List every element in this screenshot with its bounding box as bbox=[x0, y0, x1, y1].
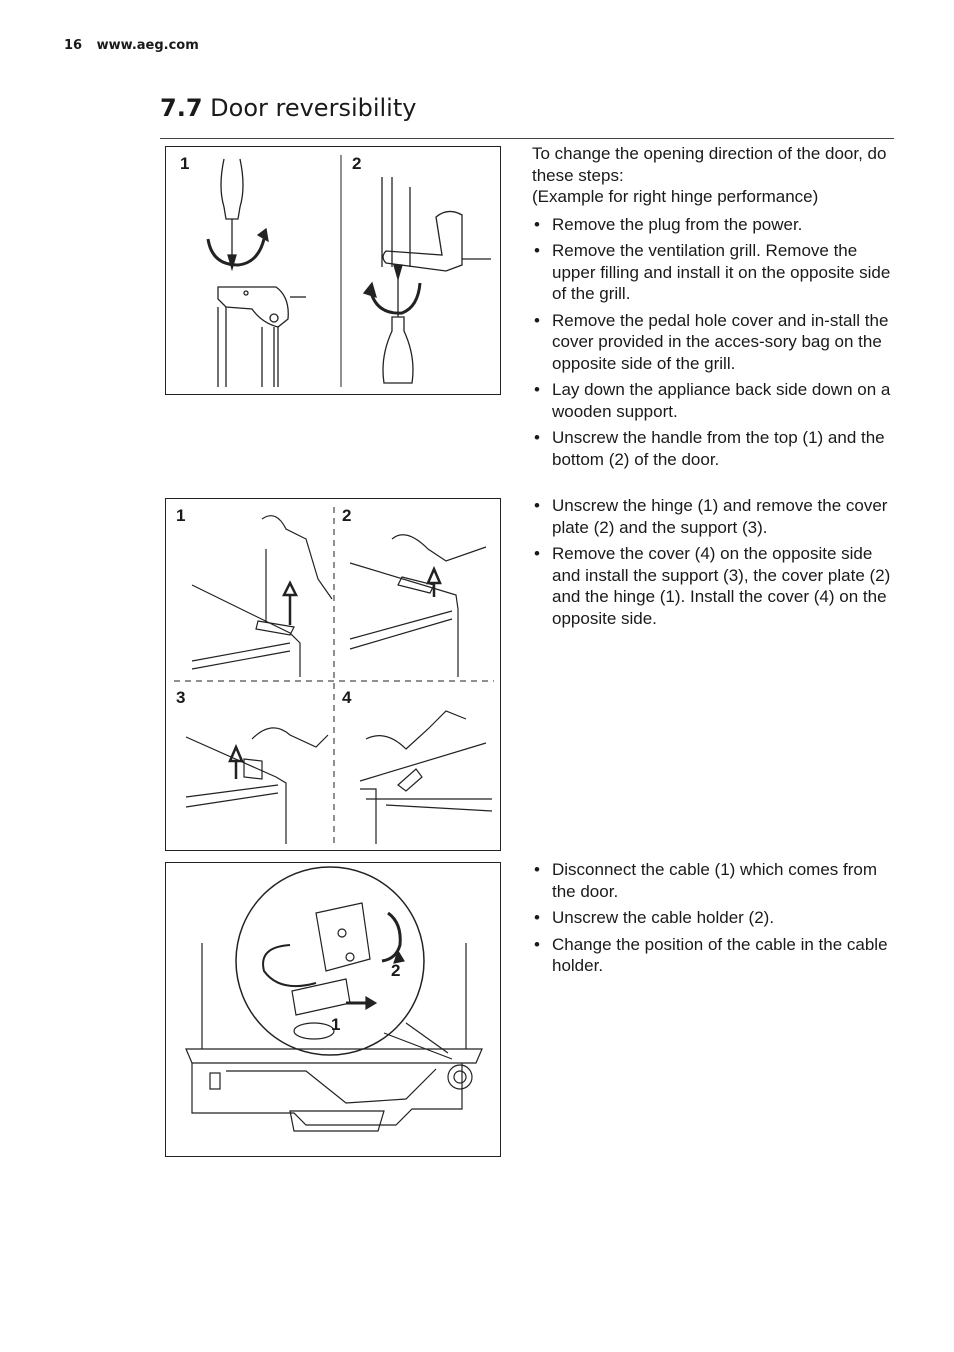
fig2-label-4: 4 bbox=[342, 688, 352, 707]
list-item: • Change the position of the cable in the cable holder. bbox=[532, 934, 892, 977]
fig3-label-2: 2 bbox=[391, 961, 401, 980]
intro-text: To change the opening direction of the door, do these steps: bbox=[532, 144, 887, 185]
text-block-handle bbox=[532, 143, 892, 475]
page-number: 16 bbox=[64, 38, 83, 53]
section-number: 7.7 bbox=[160, 94, 203, 122]
list-item: • Disconnect the cable (1) which comes from the door. bbox=[532, 859, 892, 902]
fig2-label-2: 2 bbox=[342, 506, 352, 525]
example-note: (Example for right hinge performance) bbox=[532, 187, 819, 206]
steps-list-3 bbox=[532, 859, 892, 977]
text-block-hinge bbox=[532, 495, 892, 634]
list-item: • Unscrew the hinge (1) and remove the cover plate (2) and the support (3). bbox=[532, 495, 892, 538]
fig2-label-1: 1 bbox=[176, 506, 186, 525]
steps-list-1 bbox=[532, 214, 892, 471]
section-title-text: Door reversibility bbox=[210, 94, 417, 122]
list-item: • Remove the ventilation grill. Remove the upper filling and install it on the opposite side of the grill. bbox=[532, 240, 892, 305]
fig1-label-1: 1 bbox=[180, 154, 190, 173]
list-item: • Unscrew the cable holder (2). bbox=[532, 907, 892, 929]
list-item: • Remove the pedal hole cover and in-stall the cover provided in the acces-sory bag on the opposite side of the grill. bbox=[532, 310, 892, 375]
text-block-cable bbox=[532, 859, 892, 982]
cable-holder-illustration bbox=[166, 863, 502, 1158]
fig2-label-3: 3 bbox=[176, 688, 186, 707]
list-item: • Remove the cover (4) on the opposite side and install the support (3), the cover plate (2) and the hinge (1). Install the cover (4) on the opposite side. bbox=[532, 543, 892, 629]
section-title bbox=[160, 94, 416, 122]
section-rule bbox=[160, 138, 894, 139]
fig1-label-2: 2 bbox=[352, 154, 362, 173]
list-item: • Remove the plug from the power. bbox=[532, 214, 892, 236]
list-item: • Unscrew the handle from the top (1) and the bottom (2) of the door. bbox=[532, 427, 892, 470]
list-item: • Lay down the appliance back side down on a wooden support. bbox=[532, 379, 892, 422]
fig3-label-1: 1 bbox=[331, 1015, 341, 1034]
figure-cable-holder bbox=[165, 862, 501, 1157]
figure-hinge-steps bbox=[165, 498, 501, 851]
site-url: www.aeg.com bbox=[96, 38, 199, 53]
figure-handle-removal bbox=[165, 146, 501, 395]
handle-removal-illustration bbox=[166, 147, 502, 396]
hinge-steps-illustration bbox=[166, 499, 502, 852]
steps-list-2 bbox=[532, 495, 892, 629]
page-header bbox=[64, 38, 199, 53]
